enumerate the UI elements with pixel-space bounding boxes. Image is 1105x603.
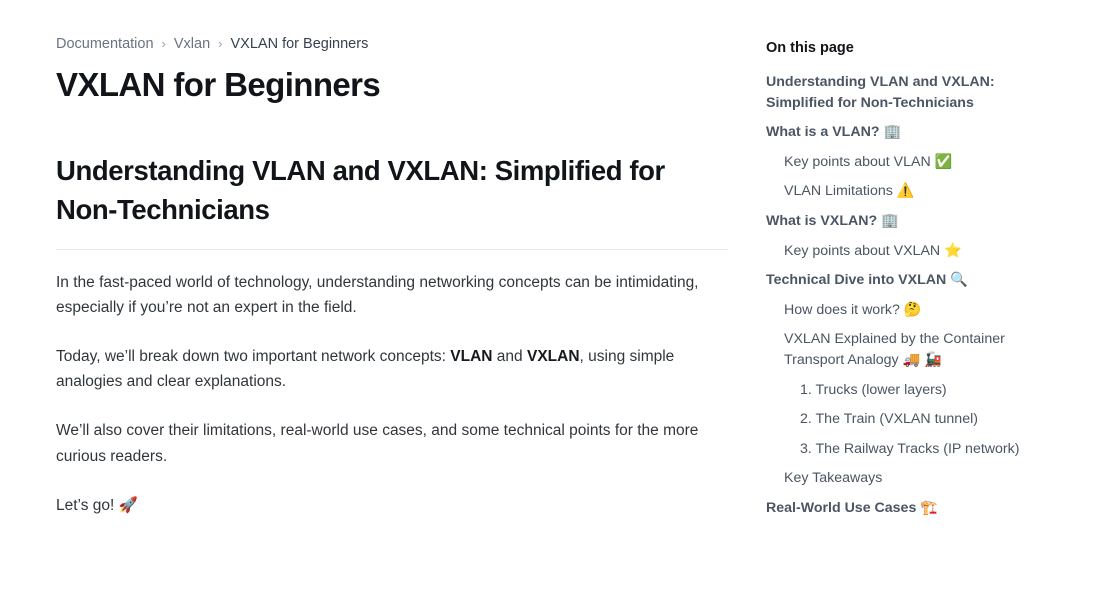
toc-item[interactable]: What is VXLAN? 🏢: [766, 212, 899, 229]
on-this-page-toc: [730, 0, 1105, 603]
emphasis-text: VLAN: [450, 348, 493, 366]
text-run: Let’s go! 🚀: [56, 496, 138, 514]
toc-list: [766, 72, 1065, 519]
page-title: VXLAN for Beginners: [56, 66, 381, 103]
text-run: In the fast-paced world of technology, understanding networking concepts can be intimidating, especially if you’re not an expert in the field.: [56, 274, 699, 317]
section-heading: Understanding VLAN and VXLAN: Simplified for Non-Technicians: [56, 151, 728, 250]
breadcrumb-item-2[interactable]: Vxlan: [173, 36, 211, 52]
paragraph: [56, 344, 724, 394]
breadcrumb-item-1[interactable]: Documentation: [56, 36, 154, 52]
breadcrumb: [56, 36, 730, 52]
toc-item[interactable]: Technical Dive into VXLAN 🔍: [766, 272, 968, 289]
toc-item[interactable]: VXLAN Explained by the Container Transport Analogy 🚚 🚂: [784, 331, 1005, 368]
breadcrumb-item-3: VXLAN for Beginners: [230, 36, 369, 52]
toc-item[interactable]: Understanding VLAN and VXLAN: Simplified for Non-Technicians: [766, 74, 995, 111]
toc-item[interactable]: Real-World Use Cases 🏗️: [766, 499, 938, 516]
toc-item[interactable]: 2. The Train (VXLAN tunnel): [800, 411, 978, 428]
breadcrumb-separator-icon: ›: [218, 35, 223, 51]
toc-title: On this page: [766, 40, 854, 56]
text-run: Today, we’ll break down two important network concepts:: [56, 348, 451, 366]
toc-item[interactable]: How does it work? 🤔: [784, 301, 922, 318]
toc-item[interactable]: Key Takeaways: [784, 470, 883, 487]
text-run: We’ll also cover their limitations, real-world use cases, and some technical points for the more curious readers.: [56, 422, 699, 465]
text-run: and: [492, 348, 527, 366]
toc-item[interactable]: 1. Trucks (lower layers): [800, 381, 947, 398]
toc-item[interactable]: VLAN Limitations ⚠️: [784, 183, 915, 200]
paragraph: [56, 270, 724, 320]
breadcrumb-separator-icon: ›: [161, 35, 166, 51]
paragraph: [56, 493, 724, 518]
toc-item[interactable]: Key points about VLAN ✅: [784, 153, 953, 170]
toc-item[interactable]: Key points about VXLAN ⭐: [784, 242, 962, 259]
emphasis-text: VXLAN: [526, 348, 580, 366]
article-body: [56, 270, 730, 518]
text-run: , using simple analogies and clear explanations.: [56, 348, 675, 391]
toc-item[interactable]: 3. The Railway Tracks (IP network): [800, 440, 1020, 457]
paragraph: [56, 418, 724, 468]
toc-item[interactable]: What is a VLAN? 🏢: [766, 124, 902, 141]
